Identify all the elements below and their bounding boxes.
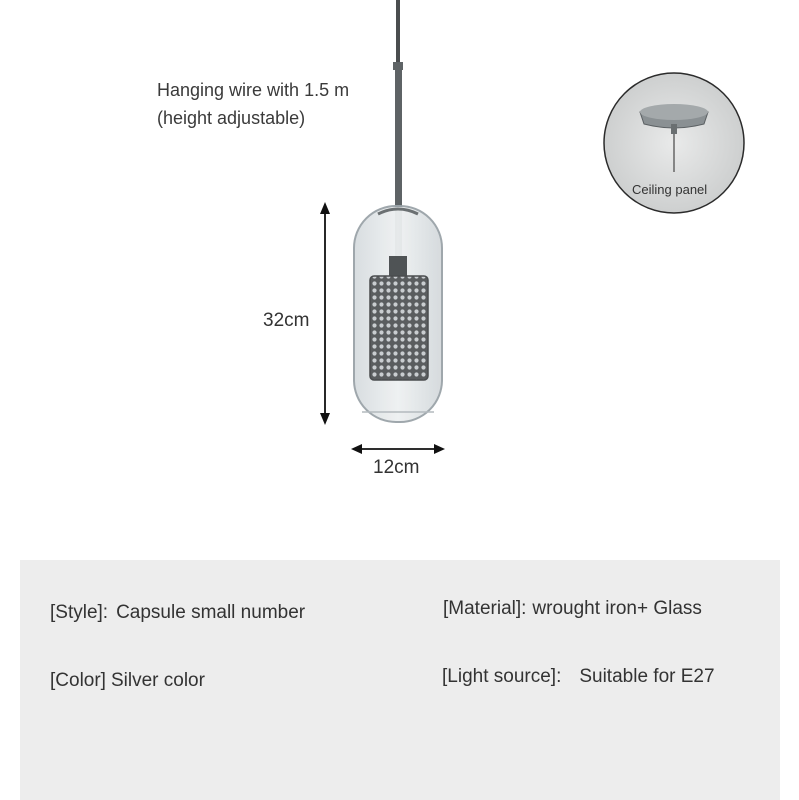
width-dimension-arrow xyxy=(351,444,445,454)
spec-style xyxy=(50,602,305,624)
spec-light-source-value: Suitable for E27 xyxy=(579,666,715,687)
height-label: 32cm xyxy=(263,310,310,331)
spec-light-source-key: [Light source]: xyxy=(442,666,562,687)
spec-color xyxy=(50,670,205,692)
spec-color-value: Silver color xyxy=(110,670,205,691)
wire-note-line2: (height adjustable) xyxy=(157,108,306,128)
height-dimension-arrow xyxy=(320,202,330,425)
spec-style-value: Capsule small number xyxy=(116,602,306,623)
spec-color-key: [Color] xyxy=(50,670,106,691)
spec-material xyxy=(443,598,702,620)
spec-material-key: [Material]: xyxy=(443,598,527,619)
lamp-socket xyxy=(389,256,407,278)
spec-style-key: [Style]: xyxy=(50,602,109,623)
spec-material-value: wrought iron+ Glass xyxy=(532,598,702,619)
ceiling-panel-label: Ceiling panel xyxy=(632,182,708,197)
spec-panel xyxy=(20,560,780,800)
spec-light-source xyxy=(442,666,715,688)
hanging-cord xyxy=(396,0,400,62)
hanging-wire-note xyxy=(157,76,349,132)
wire-note-line1: Hanging wire with 1.5 m xyxy=(157,80,350,100)
width-label: 12cm xyxy=(373,457,420,478)
hanging-rod xyxy=(393,62,403,70)
mesh-shade xyxy=(370,276,428,380)
